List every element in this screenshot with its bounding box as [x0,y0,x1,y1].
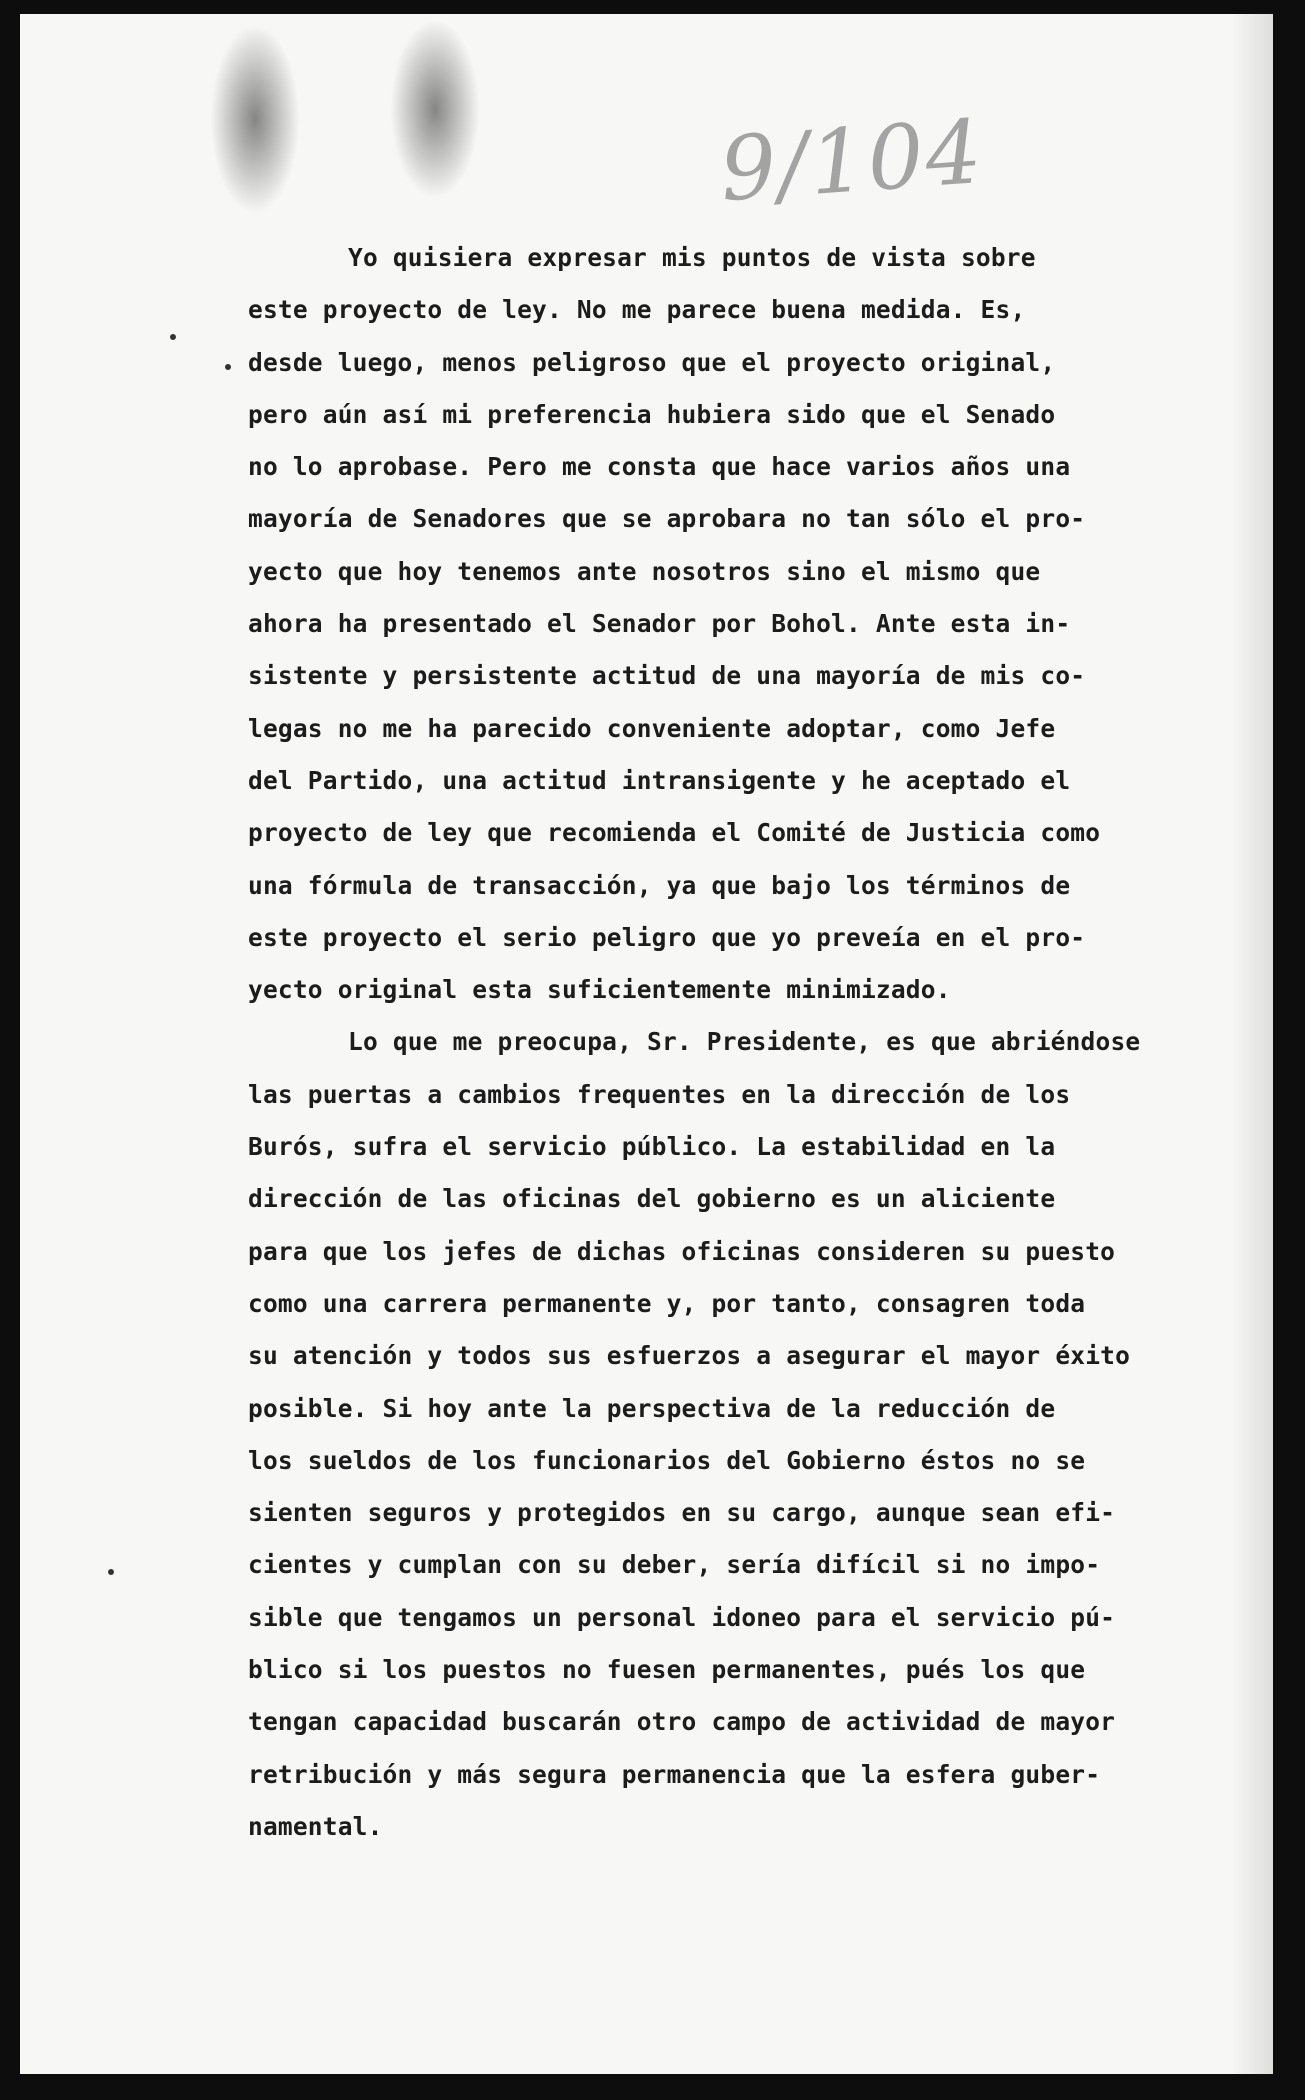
handwritten-page-number: 9/104 [716,99,987,222]
paperclip-stain-right [390,19,480,199]
scan-speck [108,1569,114,1575]
text-line: para que los jefes de dichas oficinas consideren su puesto [248,1236,1116,1266]
text-line: ahora ha presentado el Senador por Bohol. Ante esta in- [248,609,1071,639]
document-page [20,14,1273,2074]
text-line: proyecto de ley que recomienda el Comité de Justicia como [248,818,1101,848]
text-line: este proyecto de ley. No me parece buena medida. Es, [248,295,1026,325]
text-line: pero aún así mi preferencia hubiera sido que el Senado [248,399,1056,429]
text-line: no lo aprobase. Pero me consta que hace varios años una [248,452,1071,482]
scan-edge-shadow [1231,14,1273,2074]
text-line: desde luego, menos peligroso que el proyecto original, [248,347,1056,377]
paperclip-stain-left [210,24,300,214]
text-line: del Partido, una actitud intransigente y he aceptado el [248,765,1071,795]
text-line: este proyecto el serio peligro que yo preveía en el pro- [248,922,1086,952]
text-line: Burós, sufra el servicio público. La estabilidad en la [248,1132,1056,1162]
text-line: blico si los puestos no fuesen permanentes, pués los que [248,1655,1086,1685]
text-line: namental. [248,1811,383,1841]
text-line: Lo que me preocupa, Sr. Presidente, es que abriéndose [348,1027,1141,1057]
text-line: mayoría de Senadores que se aprobara no tan sólo el pro- [248,504,1086,534]
text-line: retribución y más segura permanencia que la esfera guber- [248,1759,1101,1789]
text-line: tengan capacidad buscarán otro campo de actividad de mayor [248,1707,1116,1737]
text-line: sienten seguros y protegidos en su cargo, aunque sean efi- [248,1498,1116,1528]
scan-speck [170,334,176,340]
text-line: una fórmula de transacción, ya que bajo los términos de [248,870,1071,900]
text-line: Yo quisiera expresar mis puntos de vista sobre [348,243,1036,272]
text-line: las puertas a cambios frequentes en la dirección de los [248,1079,1071,1109]
scan-speck [225,364,231,370]
text-line: los sueldos de los funcionarios del Gobierno éstos no se [248,1445,1086,1475]
document-body [248,232,1208,1853]
text-line: posible. Si hoy ante la perspectiva de la reducción de [248,1393,1056,1423]
text-line: dirección de las oficinas del gobierno es un aliciente [248,1184,1056,1214]
text-line: yecto que hoy tenemos ante nosotros sino el mismo que [248,556,1041,586]
text-line: legas no me ha parecido conveniente adoptar, como Jefe [248,713,1056,743]
text-line: como una carrera permanente y, por tanto, consagren toda [248,1288,1086,1318]
text-line: sible que tengamos un personal idoneo para el servicio pú- [248,1602,1116,1632]
text-line: sistente y persistente actitud de una mayoría de mis co- [248,661,1086,691]
text-line: su atención y todos sus esfuerzos a asegurar el mayor éxito [248,1341,1131,1371]
text-line: yecto original esta suficientemente minimizado. [248,975,951,1005]
text-line: cientes y cumplan con su deber, sería difícil si no impo- [248,1550,1101,1580]
